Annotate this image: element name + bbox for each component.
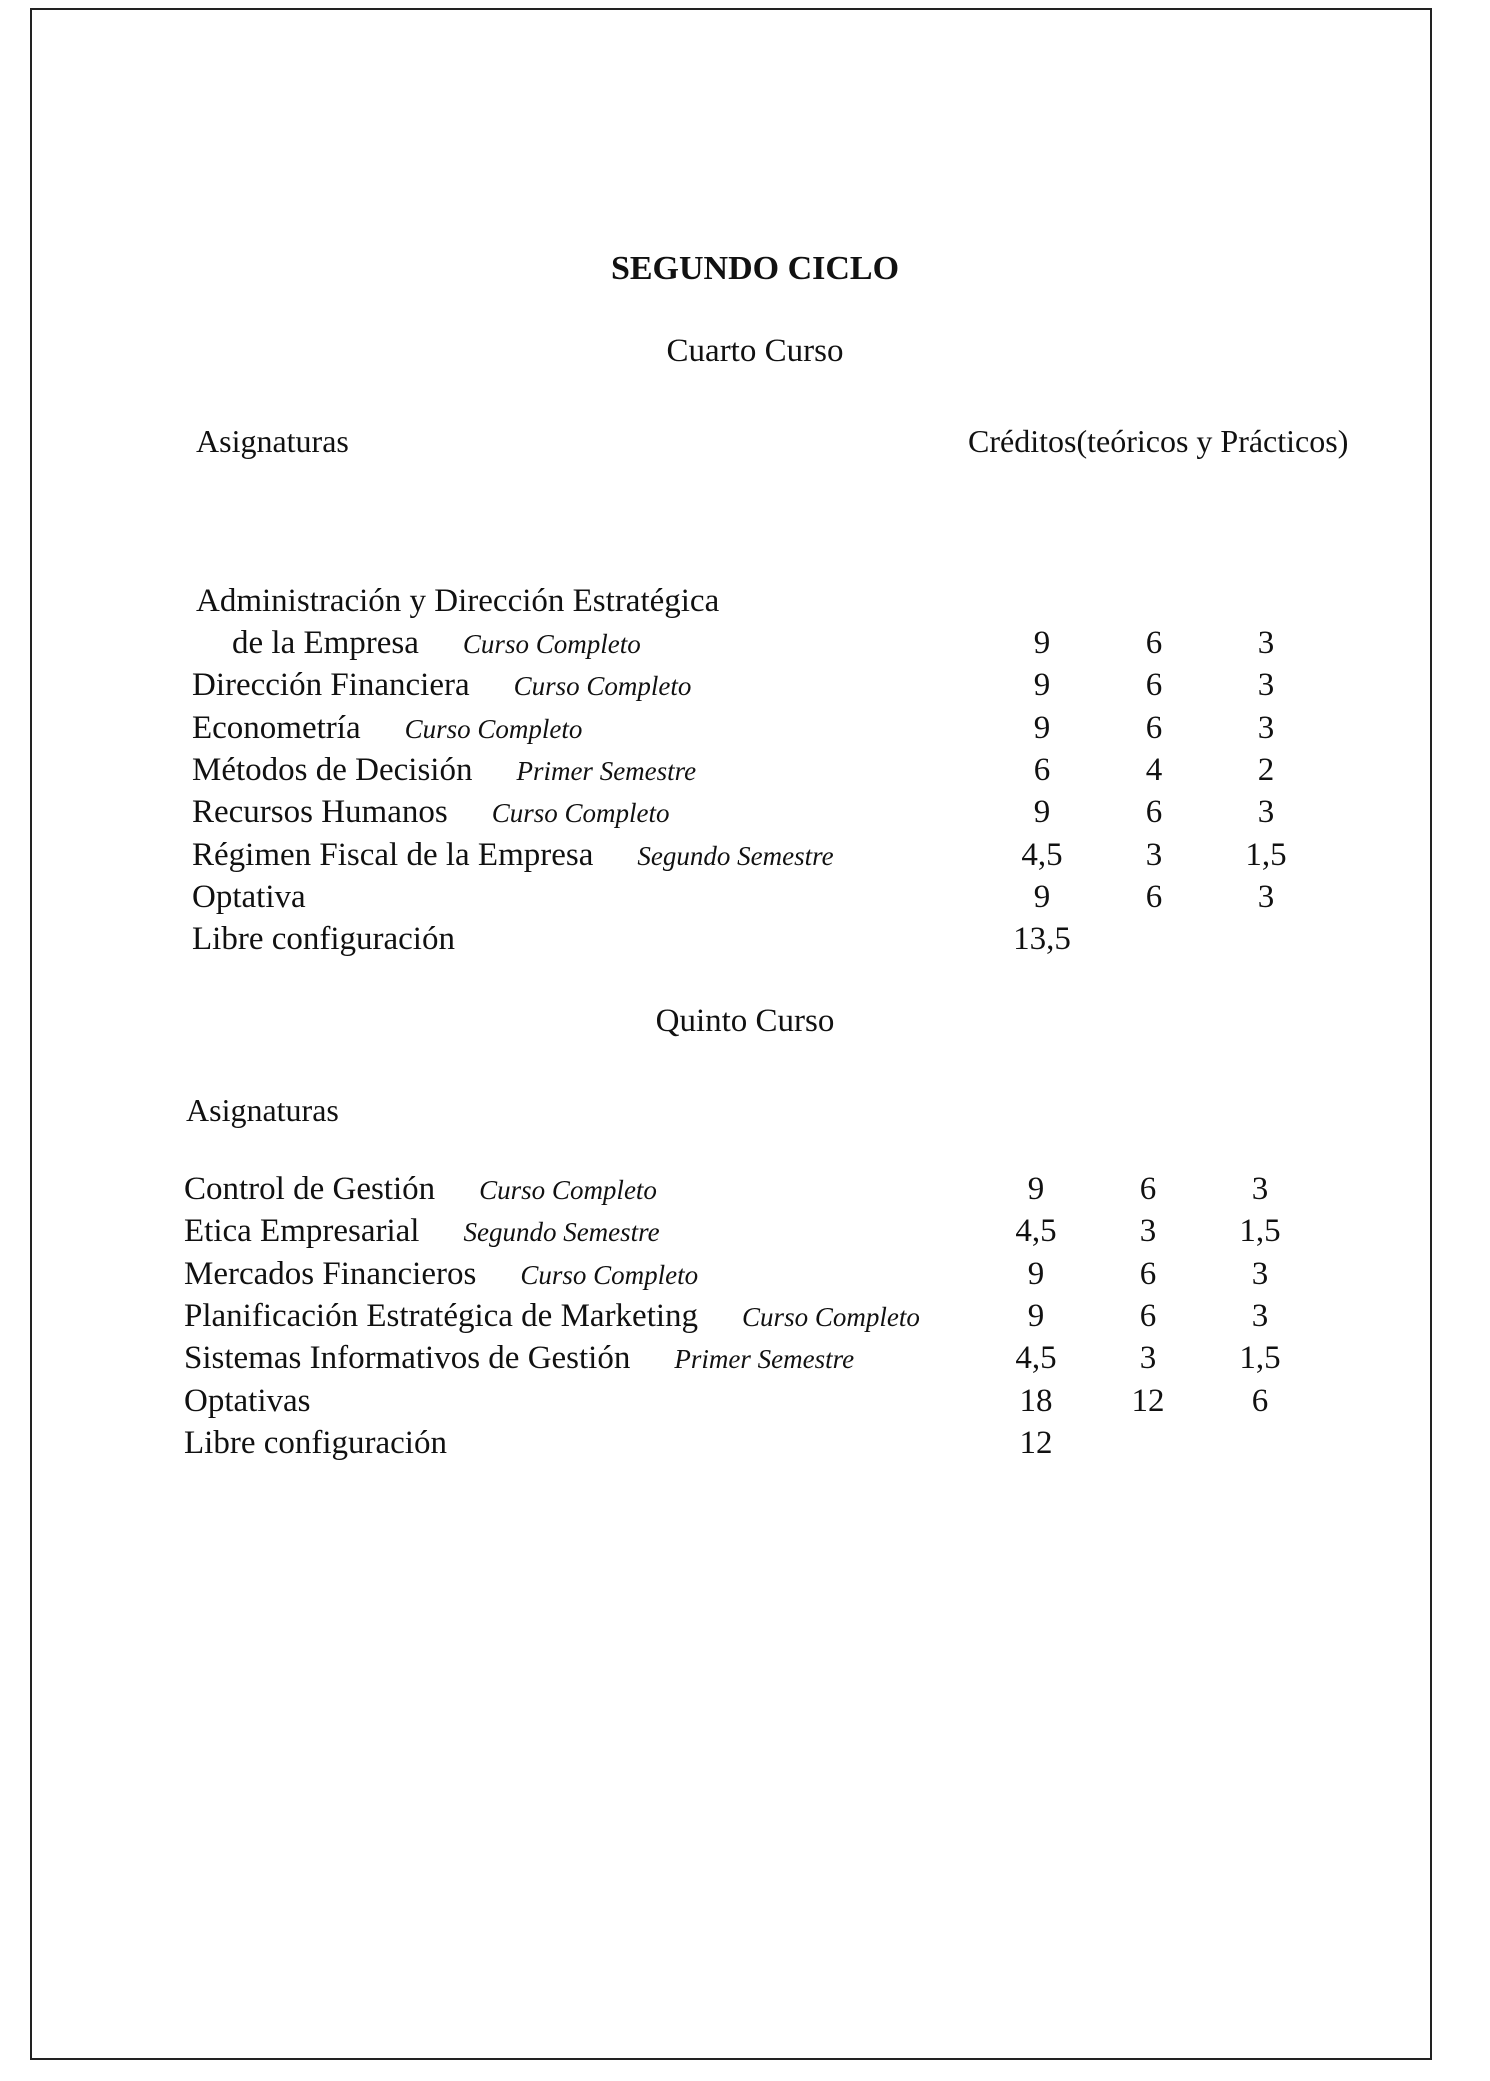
credits-total: 12 xyxy=(1019,1424,1053,1461)
credits-theory: 6 xyxy=(1145,667,1163,704)
credits-practice: 1,5 xyxy=(1239,1213,1281,1250)
credits-total: 9 xyxy=(1033,625,1051,661)
credits-total: 6 xyxy=(1033,751,1051,788)
credits-total: 18 xyxy=(1019,1382,1053,1419)
subject-entry xyxy=(184,1213,660,1250)
table-row xyxy=(0,879,1490,919)
table-row xyxy=(0,1383,1490,1423)
subject-entry xyxy=(192,879,306,916)
credits-practice: 6 xyxy=(1251,1382,1269,1419)
credits-practice: 2 xyxy=(1257,751,1275,788)
subject-duration: Primer Semestre xyxy=(516,755,697,786)
subject-duration: Segundo Semestre xyxy=(463,1217,660,1248)
table-row xyxy=(0,1256,1490,1296)
credits-total: 9 xyxy=(1033,667,1051,704)
credits-theory: 6 xyxy=(1139,1297,1157,1334)
subject-entry xyxy=(184,1171,657,1208)
subject-entry xyxy=(184,1256,698,1293)
credits-theory: 3 xyxy=(1139,1340,1157,1377)
table-row xyxy=(0,921,1490,961)
subject-name: Régimen Fiscal de la Empresa xyxy=(192,836,594,873)
subject-name: Sistemas Informativos de Gestión xyxy=(184,1340,631,1377)
credits-total: 9 xyxy=(1033,709,1051,746)
subject-name: Libre configuración xyxy=(184,1424,447,1461)
subject-entry xyxy=(192,794,670,831)
table-row xyxy=(0,1213,1490,1253)
subject-entry xyxy=(184,1425,447,1462)
subject-name: Optativa xyxy=(192,878,306,915)
credits-theory: 6 xyxy=(1145,625,1163,661)
table-row xyxy=(0,625,1490,665)
credits-theory: 6 xyxy=(1145,709,1163,746)
subject-name: Recursos Humanos xyxy=(192,794,448,831)
credits-total: 9 xyxy=(1033,878,1051,915)
table-row xyxy=(0,1340,1490,1380)
subject-duration: Curso Completo xyxy=(491,798,670,829)
credits-practice: 3 xyxy=(1251,1171,1269,1207)
subject-entry xyxy=(192,667,691,704)
subject-duration: Segundo Semestre xyxy=(637,840,834,871)
credits-practice: 3 xyxy=(1257,625,1275,661)
section-heading-quinto: Quinto Curso xyxy=(655,1003,835,1039)
credits-total: 9 xyxy=(1027,1255,1045,1292)
subject-duration: Curso Completo xyxy=(520,1259,699,1290)
subject-duration: Curso Completo xyxy=(513,671,692,702)
credits-theory: 6 xyxy=(1139,1255,1157,1292)
credits-theory: 6 xyxy=(1145,794,1163,831)
subject-duration: Curso Completo xyxy=(479,1175,657,1205)
subject-name: Métodos de Decisión xyxy=(192,751,473,788)
credits-total: 4,5 xyxy=(1015,1340,1057,1377)
subject-entry xyxy=(192,752,696,789)
subject-name: Mercados Financieros xyxy=(184,1255,477,1292)
subject-duration: Curso Completo xyxy=(462,629,641,659)
credits-total: 4,5 xyxy=(1021,836,1063,873)
subject-name: Planificación Estratégica de Marketing xyxy=(184,1297,699,1334)
subject-name: Dirección Financiera xyxy=(192,667,470,704)
credits-practice: 3 xyxy=(1257,667,1275,704)
subject-name: de la Empresa xyxy=(232,625,419,661)
credits-practice: 3 xyxy=(1257,794,1275,831)
subject-name: Optativas xyxy=(184,1382,311,1419)
subject-name: Control de Gestión xyxy=(184,1171,436,1207)
credits-total: 13,5 xyxy=(1013,921,1071,958)
credits-theory: 6 xyxy=(1145,878,1163,915)
credits-theory: 12 xyxy=(1131,1382,1165,1419)
subject-entry xyxy=(232,625,641,662)
subject-entry xyxy=(184,1340,854,1377)
credits-practice: 3 xyxy=(1257,709,1275,746)
column-header-subjects: Asignaturas xyxy=(186,1092,339,1128)
credits-practice: 3 xyxy=(1251,1255,1269,1292)
table-row xyxy=(0,1298,1490,1338)
table-row xyxy=(0,667,1490,707)
section-heading-cuarto: Cuarto Curso xyxy=(666,333,844,369)
subject-duration: Primer Semestre xyxy=(674,1344,855,1375)
credits-practice: 3 xyxy=(1257,878,1275,915)
subject-entry xyxy=(192,710,582,747)
subject-entry xyxy=(184,1383,310,1420)
column-header-subjects: Asignaturas xyxy=(196,423,349,459)
subject-name: Libre configuración xyxy=(192,921,455,958)
credits-total: 9 xyxy=(1027,1171,1045,1207)
credits-theory: 3 xyxy=(1145,836,1163,873)
subject-duration: Curso Completo xyxy=(404,713,583,744)
table-row xyxy=(0,710,1490,750)
table-row xyxy=(0,794,1490,834)
table-row xyxy=(0,752,1490,792)
page-title: SEGUNDO CICLO xyxy=(610,250,900,287)
credits-theory: 4 xyxy=(1145,751,1163,788)
table-row xyxy=(0,837,1490,877)
subject-name-first-line: Administración y Dirección Estratégica xyxy=(196,583,720,619)
subject-duration: Curso Completo xyxy=(742,1301,920,1332)
subject-name: Etica Empresarial xyxy=(184,1213,420,1250)
subject-entry xyxy=(192,837,834,874)
credits-practice: 3 xyxy=(1251,1297,1269,1334)
credits-total: 4,5 xyxy=(1015,1213,1057,1250)
column-header-credits: Créditos(teóricos y Prácticos) xyxy=(968,423,1349,459)
credits-total: 9 xyxy=(1027,1297,1045,1334)
credits-total: 9 xyxy=(1033,794,1051,831)
subject-entry xyxy=(192,921,455,958)
subject-entry xyxy=(184,1298,920,1335)
credits-theory: 6 xyxy=(1139,1171,1157,1207)
table-row xyxy=(0,1171,1490,1211)
credits-practice: 1,5 xyxy=(1239,1340,1281,1377)
credits-practice: 1,5 xyxy=(1245,836,1287,873)
credits-theory: 3 xyxy=(1139,1213,1157,1250)
table-row xyxy=(0,1425,1490,1465)
subject-name: Econometría xyxy=(192,709,361,746)
